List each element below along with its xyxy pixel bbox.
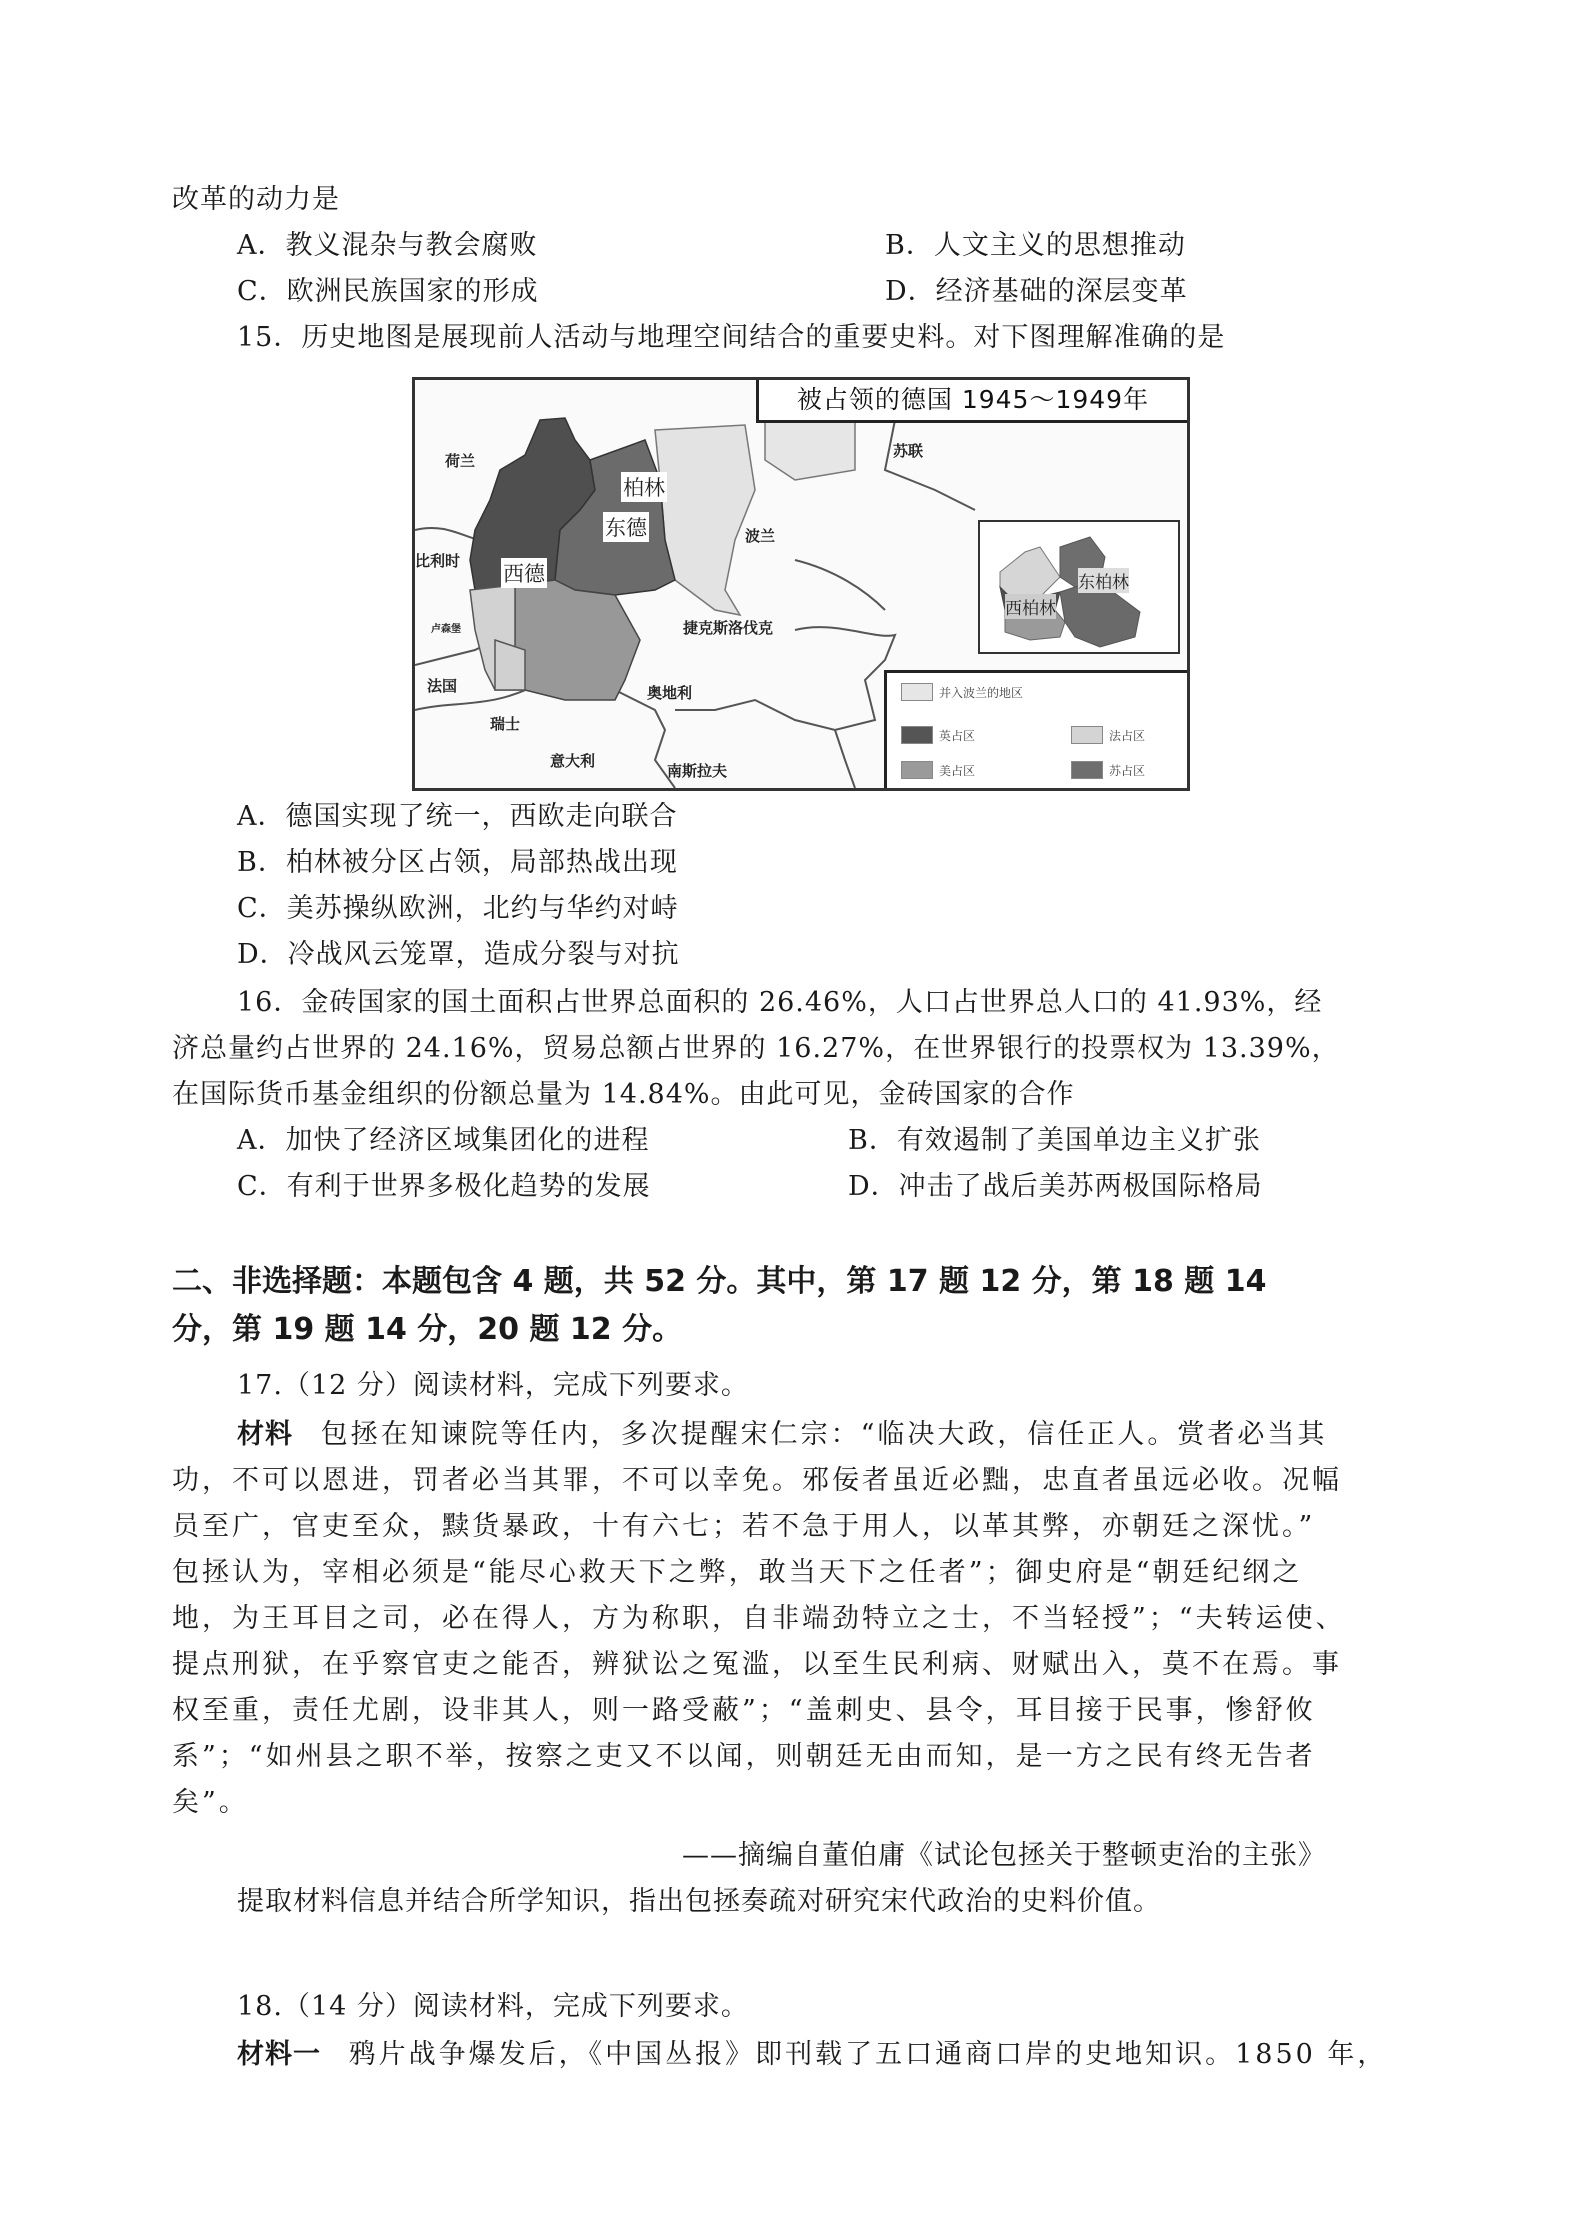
legend-swatch (901, 683, 933, 701)
map-label-italy: 意大利 (550, 752, 596, 770)
q16-option-b: B．有效遏制了美国单边主义扩张 (848, 1125, 1261, 1156)
q16-stem-line-3: 在国际货币基金组织的份额总量为 14.84%。由此可见，金砖国家的合作 (172, 1079, 1075, 1110)
legend-item-french (1071, 726, 1145, 744)
q18-material-text: 鸦片战争爆发后，《中国丛报》即刊载了五口通商口岸的史地知识。1850 年， (348, 2039, 1388, 2070)
q17-material-line-6: 提点刑狱，在乎察官吏之能否，辨狱讼之冤滥，以至生民利病、财赋出入，莫不在焉。事 (172, 1649, 1342, 1680)
zone-annexed-to-poland-north (765, 420, 855, 480)
q17-title: 17.（12 分）阅读材料，完成下列要求。 (237, 1370, 749, 1401)
map-label-west-germany: 西德 (501, 558, 547, 588)
inset-label-east-berlin: 东柏林 (1078, 568, 1129, 593)
q17-material-line-1 (237, 1415, 1327, 1455)
q17-material-line-8: 系”；“如州县之职不举，按察之吏又不以闻，则朝廷无由而知，是一方之民有终无告者 (172, 1741, 1316, 1772)
q14-option-a: A．教义混杂与教会腐败 (237, 230, 538, 261)
q18-material-label: 材料一 (237, 2039, 321, 2070)
q14-stem-tail: 改革的动力是 (172, 184, 340, 215)
q17-material-line-9: 矣”。 (172, 1787, 249, 1818)
legend-label: 苏占区 (1109, 763, 1146, 778)
q16-option-d: D．冲击了战后美苏两极国际格局 (848, 1171, 1263, 1202)
map-label-berlin: 柏林 (621, 472, 667, 502)
map-label-east-germany: 东德 (603, 512, 649, 542)
section-2-heading-line-2: 分，第 19 题 14 分，20 题 12 分。 (172, 1312, 683, 1347)
q16-option-c: C．有利于世界多极化趋势的发展 (237, 1171, 651, 1202)
q17-material-line-2: 功，不可以恩进，罚者必当其罪，不可以幸免。邪佞者虽近必黜，忠直者虽远必收。况幅 (172, 1465, 1342, 1496)
border-line (885, 420, 975, 510)
map-label-luxembourg: 卢森堡 (431, 624, 461, 635)
inset-french-sector (1000, 547, 1060, 597)
q15-option-b: B．柏林被分区占领，局部热战出现 (237, 847, 678, 878)
legend-swatch (1071, 761, 1103, 779)
q17-material-line-4: 包拯认为，宰相必须是“能尽心救天下之弊，敢当天下之任者”；御史府是“朝廷纪纲之 (172, 1557, 1303, 1588)
map-legend (884, 670, 1190, 791)
q16-stem-line-2: 济总量约占世界的 24.16%，贸易总额占世界的 16.27%，在世界银行的投票权为 13.39%， (172, 1033, 1340, 1064)
legend-item-american (901, 761, 975, 779)
legend-swatch (901, 761, 933, 779)
border-line (835, 730, 855, 788)
q17-material-text: 包拯在知谏院等任内，多次提醒宋仁宗：“临决大政，信任正人。赏者必当其 (320, 1419, 1328, 1450)
inset-label-west-berlin: 西柏林 (1005, 594, 1056, 619)
map-label-czechoslovakia: 捷克斯洛伐克 (683, 619, 774, 637)
q18-material-line-1 (237, 2035, 1387, 2075)
legend-label: 英占区 (939, 728, 976, 743)
q15-option-d: D．冷战风云笼罩，造成分裂与对抗 (237, 939, 680, 970)
map-label-poland: 波兰 (745, 527, 776, 545)
border-line (795, 560, 885, 610)
occupied-germany-map (412, 377, 1190, 791)
map-label-belgium: 比利时 (415, 552, 461, 570)
q17-question: 提取材料信息并结合所学知识，指出包拯奏疏对研究宋代政治的史料价值。 (237, 1886, 1161, 1917)
q14-option-c: C．欧洲民族国家的形成 (237, 276, 539, 307)
legend-item-soviet (1071, 761, 1145, 779)
zone-american (515, 580, 640, 700)
q15-option-a: A．德国实现了统一，西欧走向联合 (237, 801, 678, 832)
q17-material-line-3: 员至广，官吏至众，黩货暴政，十有六七；若不急于用人，以革其弊，亦朝廷之深忧。” (172, 1511, 1316, 1542)
map-label-yugoslavia: 南斯拉夫 (667, 762, 728, 780)
legend-label: 并入波兰的地区 (939, 685, 1024, 700)
q17-material-line-7: 权至重，责任尤剧，设非其人，则一路受蔽”；“盖刺史、县令，耳目接于民事，惨舒攸 (172, 1695, 1316, 1726)
q18-title: 18.（14 分）阅读材料，完成下列要求。 (237, 1991, 749, 2022)
q16-option-a: A．加快了经济区域集团化的进程 (237, 1125, 650, 1156)
legend-item-annexed-poland (901, 683, 1023, 701)
map-title: 被占领的德国 1945～1949年 (756, 380, 1187, 423)
map-label-france: 法国 (427, 677, 458, 695)
q17-material-label: 材料 (237, 1419, 293, 1450)
legend-swatch (901, 726, 933, 744)
legend-item-british (901, 726, 975, 744)
map-label-netherlands: 荷兰 (445, 452, 476, 470)
legend-label: 美占区 (939, 763, 976, 778)
map-label-switzerland: 瑞士 (490, 715, 521, 733)
q14-option-d: D．经济基础的深层变革 (885, 276, 1188, 307)
map-label-austria: 奥地利 (647, 684, 693, 702)
q14-option-b: B．人文主义的思想推动 (885, 230, 1186, 261)
berlin-inset-map (978, 520, 1180, 654)
section-2-heading-line-1: 二、非选择题：本题包含 4 题，共 52 分。其中，第 17 题 12 分，第 18 题 14 (172, 1264, 1267, 1299)
q17-material-line-5: 地，为王耳目之司，必在得人，方为称职，自非端劲特立之士，不当轻授”；“夫转运使、 (172, 1603, 1346, 1634)
map-label-ussr: 苏联 (893, 442, 924, 460)
legend-swatch (1071, 726, 1103, 744)
q16-stem-line-1: 16．金砖国家的国土面积占世界总面积的 26.46%，人口占世界总人口的 41.93%，经 (237, 987, 1323, 1018)
q15-option-c: C．美苏操纵欧洲，北约与华约对峙 (237, 893, 679, 924)
q15-stem: 15．历史地图是展现前人活动与地理空间结合的重要史料。对下图理解准确的是 (237, 322, 1226, 353)
border-line (675, 627, 895, 730)
q17-source: ——摘编自董伯庸《试论包拯关于整顿吏治的主张》 (682, 1840, 1326, 1871)
zone-annexed-to-poland (655, 425, 755, 615)
legend-label: 法占区 (1109, 728, 1146, 743)
